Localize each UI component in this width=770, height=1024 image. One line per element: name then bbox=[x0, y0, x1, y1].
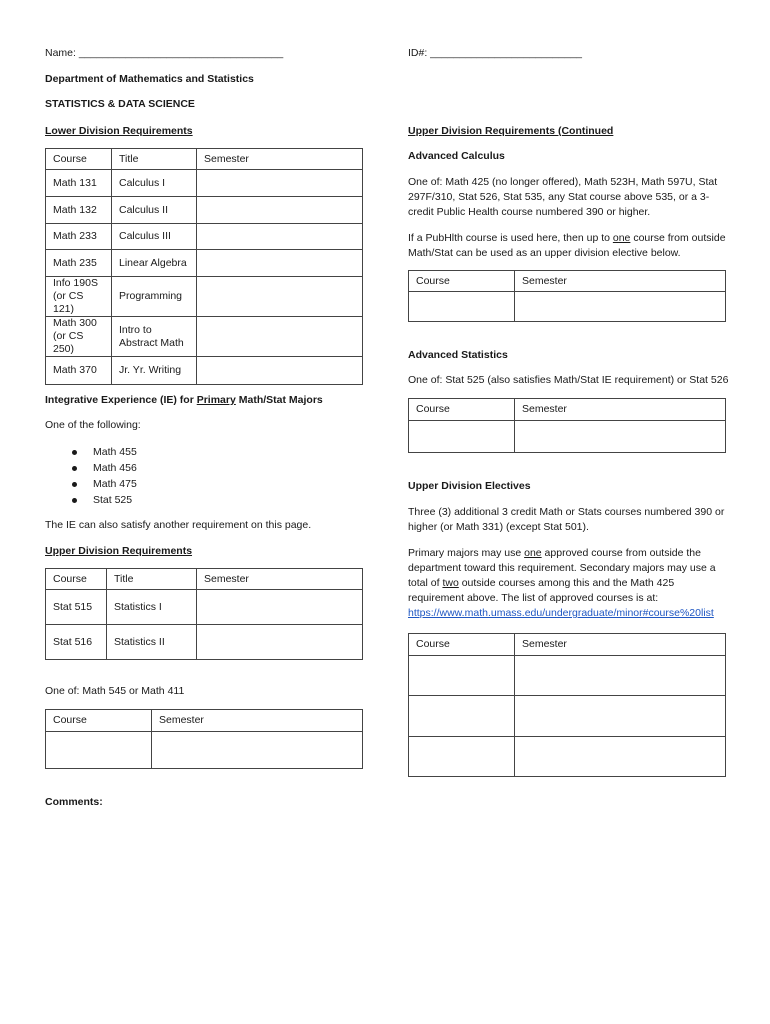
text-line: Three (3) additional 3 credit Math or Stats courses numbered 390 or bbox=[408, 506, 725, 518]
list-item: Stat 525 bbox=[45, 492, 137, 508]
semester-cell[interactable] bbox=[197, 197, 363, 224]
table-row bbox=[409, 737, 726, 777]
table-row bbox=[46, 732, 363, 769]
text-span-underlined: two bbox=[442, 577, 459, 589]
course-cell: Math 132 bbox=[46, 197, 112, 224]
text-line: Math/Stat can be used as an upper division elective below. bbox=[408, 247, 681, 259]
text-line: department toward this requirement. Secondary majors may use a bbox=[408, 562, 716, 574]
ie-course-list bbox=[45, 444, 137, 508]
title-cell: Calculus II bbox=[112, 197, 197, 224]
text-span: outside courses among this and the Math 425 bbox=[458, 577, 675, 589]
lower-division-table bbox=[45, 148, 363, 385]
title-cell: Calculus III bbox=[112, 224, 197, 250]
list-item: Math 456 bbox=[45, 460, 137, 476]
ie-heading-pre: Integrative Experience (IE) for bbox=[45, 394, 197, 406]
title-line: Intro to bbox=[119, 323, 152, 336]
semester-cell[interactable] bbox=[197, 170, 363, 197]
column-header: Semester bbox=[152, 710, 363, 732]
semester-cell[interactable] bbox=[515, 421, 726, 453]
upper-division-heading: Upper Division Requirements bbox=[45, 545, 193, 557]
table-row bbox=[46, 250, 363, 277]
column-header: Semester bbox=[197, 149, 363, 170]
semester-cell[interactable] bbox=[515, 737, 726, 777]
semester-cell[interactable] bbox=[197, 224, 363, 250]
table-row bbox=[409, 656, 726, 696]
column-header: Semester bbox=[197, 569, 363, 590]
text-line: credit Public Health course numbered 390 or higher. bbox=[408, 206, 651, 218]
course-cell[interactable] bbox=[409, 656, 515, 696]
course-cell[interactable] bbox=[409, 696, 515, 737]
text-span-underlined: one bbox=[612, 232, 631, 244]
advanced-calculus-table bbox=[408, 270, 726, 322]
advanced-statistics-table bbox=[408, 398, 726, 453]
text-line bbox=[408, 231, 738, 246]
course-line: (or CS 121) bbox=[53, 290, 84, 315]
table-header-row bbox=[409, 271, 726, 292]
semester-cell[interactable] bbox=[515, 696, 726, 737]
column-header: Course bbox=[409, 399, 515, 421]
name-field-label: Name: ___________________________________ bbox=[45, 47, 284, 59]
column-header: Course bbox=[409, 634, 515, 656]
ie-heading-primary: Primary bbox=[196, 394, 236, 406]
text-span: If a PubHlth course is used here, then up to bbox=[408, 232, 613, 244]
course-cell[interactable] bbox=[409, 292, 515, 322]
table-row bbox=[46, 357, 363, 385]
course-line: (or CS 250) bbox=[53, 330, 84, 355]
semester-cell[interactable] bbox=[515, 656, 726, 696]
column-header: Semester bbox=[515, 634, 726, 656]
advanced-calculus-heading: Advanced Calculus bbox=[408, 150, 505, 162]
upper-division-table bbox=[45, 568, 363, 660]
table-row bbox=[46, 197, 363, 224]
electives-table bbox=[408, 633, 726, 777]
advanced-statistics-heading: Advanced Statistics bbox=[408, 349, 508, 361]
pubhlth-note bbox=[408, 231, 738, 261]
column-header: Semester bbox=[515, 399, 726, 421]
math-545-411-table bbox=[45, 709, 363, 769]
table-row bbox=[46, 224, 363, 250]
table-row bbox=[46, 277, 363, 317]
text-span: approved course from outside the bbox=[541, 547, 701, 559]
course-cell: Stat 516 bbox=[46, 625, 107, 660]
table-row bbox=[409, 696, 726, 737]
course-cell[interactable] bbox=[409, 737, 515, 777]
text-span-underlined: one bbox=[524, 547, 542, 559]
semester-cell[interactable] bbox=[515, 292, 726, 322]
title-line: Abstract Math bbox=[119, 336, 184, 349]
semester-cell[interactable] bbox=[197, 357, 363, 385]
title-cell: Statistics II bbox=[107, 625, 197, 660]
semester-cell[interactable] bbox=[197, 625, 363, 660]
column-header: Course bbox=[46, 149, 112, 170]
course-cell[interactable] bbox=[409, 421, 515, 453]
course-cell: Math 233 bbox=[46, 224, 112, 250]
ie-note: The IE can also satisfy another requirement on this page. bbox=[45, 519, 312, 531]
one-of-545-411: One of: Math 545 or Math 411 bbox=[45, 685, 185, 697]
approved-courses-link[interactable]: https://www.math.umass.edu/undergraduate/minor#course%20list bbox=[408, 607, 714, 619]
course-cell: Stat 515 bbox=[46, 590, 107, 625]
advanced-statistics-description: One of: Stat 525 (also satisfies Math/Stat IE requirement) or Stat 526 bbox=[408, 374, 729, 386]
electives-policy bbox=[408, 546, 738, 621]
title-cell: Statistics I bbox=[107, 590, 197, 625]
table-header-row bbox=[46, 149, 363, 170]
course-cell: Math 235 bbox=[46, 250, 112, 277]
column-header: Semester bbox=[515, 271, 726, 292]
electives-description bbox=[408, 505, 738, 535]
department-title: Department of Mathematics and Statistics bbox=[45, 73, 254, 85]
table-header-row bbox=[409, 399, 726, 421]
id-field-label: ID#: __________________________ bbox=[408, 47, 583, 59]
column-header: Course bbox=[46, 569, 107, 590]
text-span: total of bbox=[408, 577, 443, 589]
title-cell: Programming bbox=[112, 277, 197, 317]
lower-division-heading: Lower Division Requirements bbox=[45, 125, 193, 137]
semester-cell[interactable] bbox=[197, 250, 363, 277]
table-header-row bbox=[46, 569, 363, 590]
ie-heading bbox=[45, 393, 323, 408]
title-cell: Linear Algebra bbox=[112, 250, 197, 277]
semester-cell[interactable] bbox=[197, 317, 363, 357]
table-row bbox=[46, 170, 363, 197]
ie-heading-post: Math/Stat Majors bbox=[235, 394, 323, 406]
table-header-row bbox=[46, 710, 363, 732]
column-header: Course bbox=[409, 271, 515, 292]
course-line: Info 190S bbox=[53, 277, 98, 289]
list-item: Math 455 bbox=[45, 444, 137, 460]
semester-cell[interactable] bbox=[152, 732, 363, 769]
text-line: higher (or Math 331) (except Stat 501). bbox=[408, 521, 589, 533]
column-header: Title bbox=[107, 569, 197, 590]
upper-division-continued-heading: Upper Division Requirements (Continued bbox=[408, 125, 614, 137]
comments-label: Comments: bbox=[45, 796, 103, 808]
title-cell: Calculus I bbox=[112, 170, 197, 197]
text-span: Primary majors may use bbox=[408, 547, 525, 559]
advanced-calculus-description bbox=[408, 175, 738, 220]
title-cell: Jr. Yr. Writing bbox=[112, 357, 197, 385]
program-title: STATISTICS & DATA SCIENCE bbox=[45, 98, 195, 110]
course-cell: Math 370 bbox=[46, 357, 112, 385]
title-cell bbox=[112, 317, 197, 357]
course-cell: Math 131 bbox=[46, 170, 112, 197]
column-header: Course bbox=[46, 710, 152, 732]
semester-cell[interactable] bbox=[197, 277, 363, 317]
column-header: Title bbox=[112, 149, 197, 170]
text-line bbox=[408, 576, 738, 591]
table-row bbox=[46, 317, 363, 357]
text-line bbox=[408, 546, 738, 561]
text-line: 297F/310, Stat 526, Stat 535, any Stat course above 535, or a 3- bbox=[408, 191, 710, 203]
course-line: Math 300 bbox=[53, 317, 97, 329]
ie-intro: One of the following: bbox=[45, 419, 141, 431]
course-cell[interactable] bbox=[46, 732, 152, 769]
list-item: Math 475 bbox=[45, 476, 137, 492]
table-row bbox=[46, 590, 363, 625]
text-span: course from outside bbox=[630, 232, 726, 244]
course-cell bbox=[46, 277, 112, 317]
upper-division-electives-heading: Upper Division Electives bbox=[408, 480, 531, 492]
table-header-row bbox=[409, 634, 726, 656]
table-row bbox=[409, 421, 726, 453]
text-line: requirement above. The list of approved courses is at: bbox=[408, 592, 659, 604]
course-cell bbox=[46, 317, 112, 357]
text-line: One of: Math 425 (no longer offered), Math 523H, Math 597U, Stat bbox=[408, 176, 718, 188]
table-row bbox=[46, 625, 363, 660]
semester-cell[interactable] bbox=[197, 590, 363, 625]
table-row bbox=[409, 292, 726, 322]
